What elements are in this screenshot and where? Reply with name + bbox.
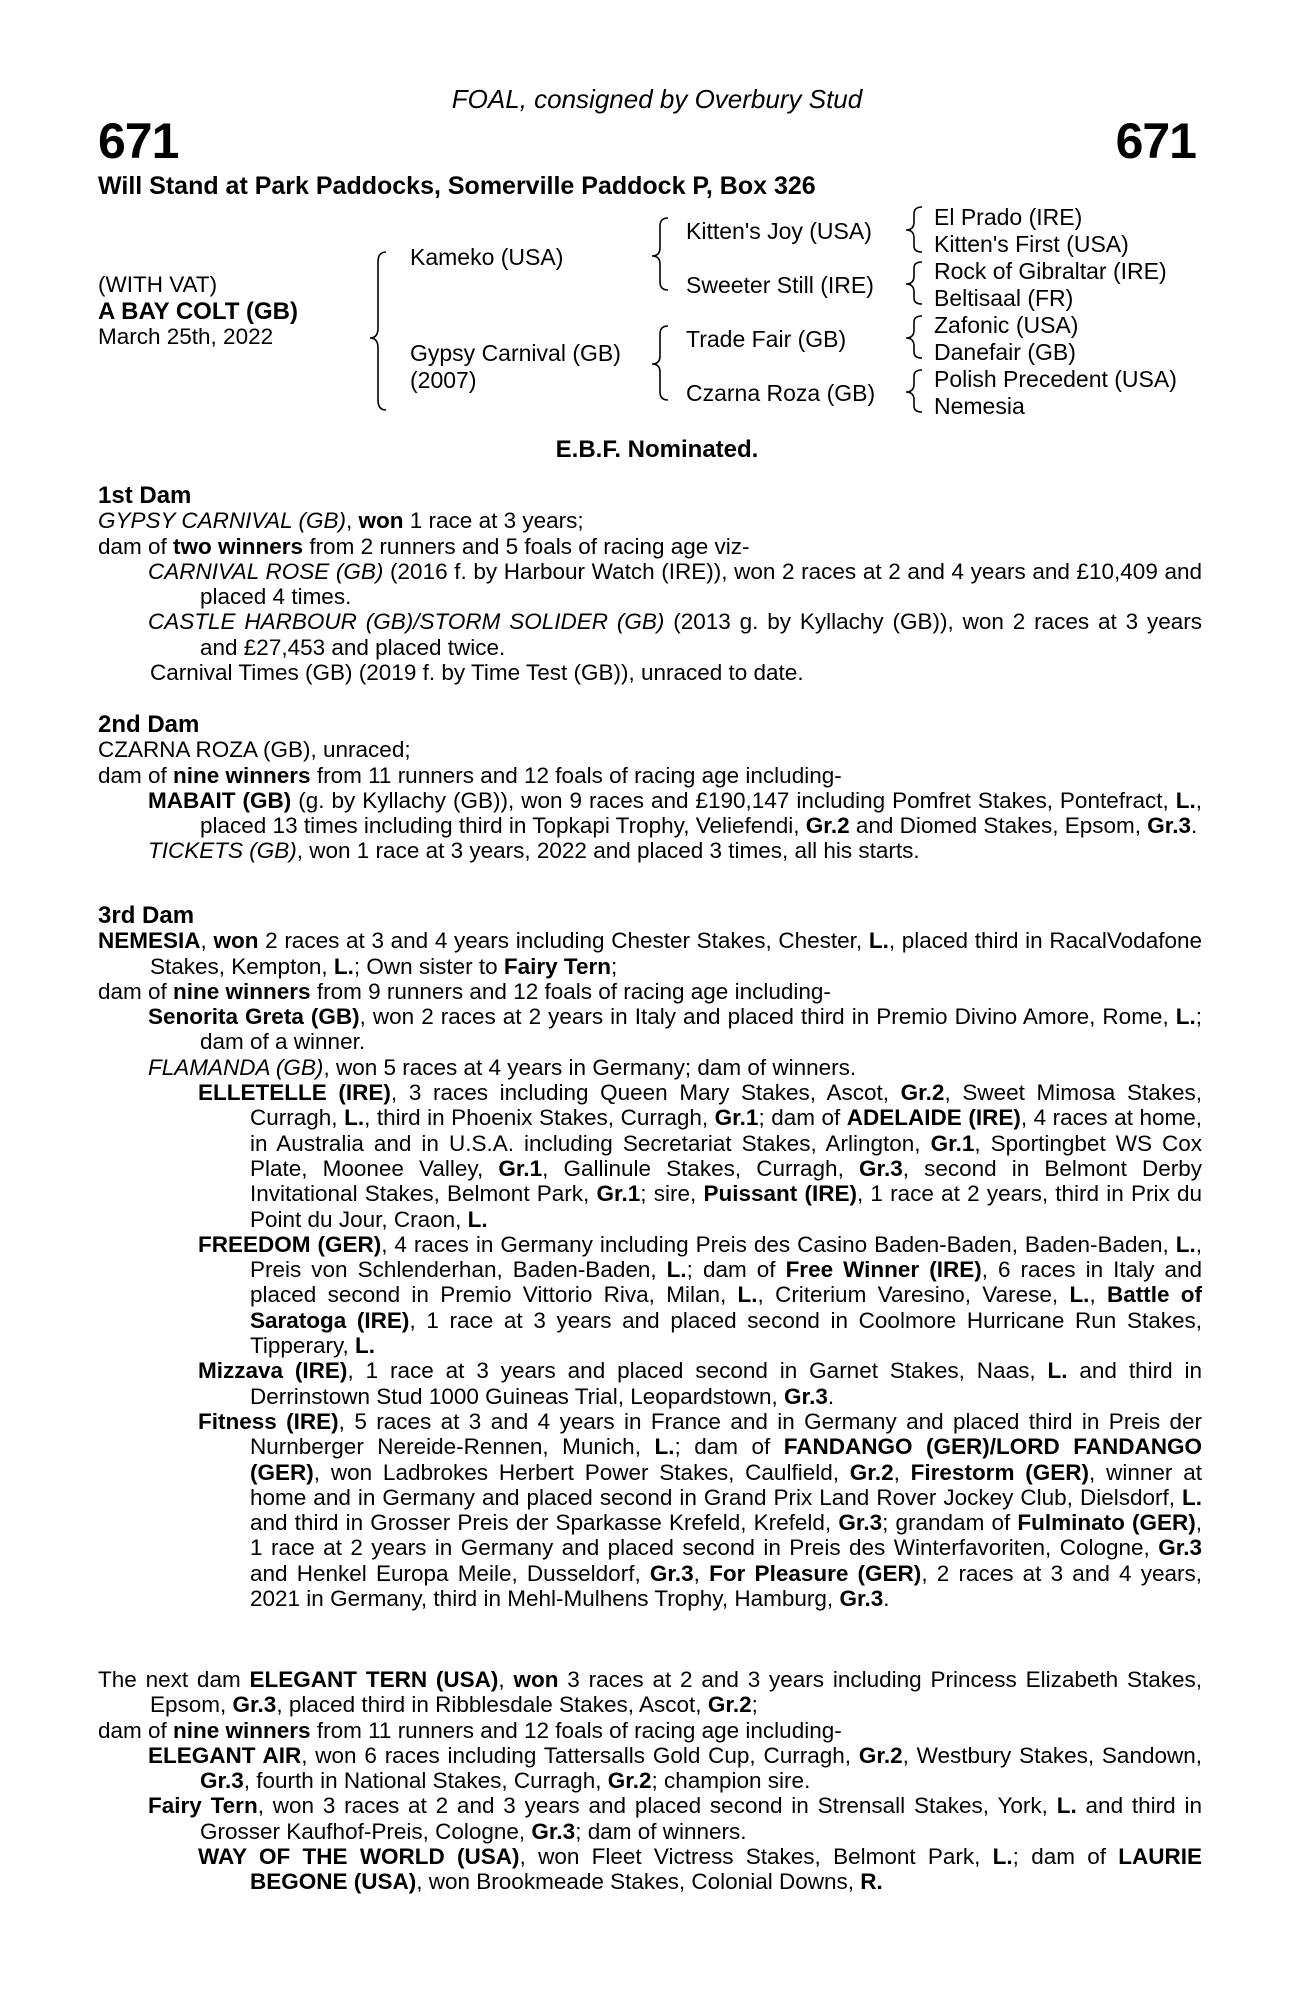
grandproduce-entry: [98, 1409, 1202, 1611]
text: , Criterium Varesino, Varese,: [757, 1282, 1070, 1308]
produce-record: , won 5 races at 4 years in Germany; dam of winners.: [323, 1054, 857, 1080]
text: , 1 race at 3 years and placed second in Coolmore Hurricane Run Stakes, Tipperary,: [250, 1307, 1202, 1359]
produce-name: Fitness (IRE): [198, 1408, 339, 1434]
grade: Gr.3: [232, 1692, 277, 1718]
text: ,: [200, 928, 214, 954]
third-dam-heading: 3rd Dam: [98, 902, 195, 929]
winners-count: nine winners: [173, 762, 311, 788]
dam-record: 1 race at 3 years;: [403, 508, 584, 534]
first-dam-line: [98, 508, 1202, 533]
relative-name: Puissant (IRE): [703, 1181, 857, 1207]
text: 3 races at 2 and 3 years including Princess Elizabeth Stakes, Epsom,: [150, 1667, 1202, 1718]
produce-entry: [98, 1793, 1202, 1844]
text: , Westbury Stakes, Sandown,: [902, 1742, 1203, 1768]
grade: L.: [1175, 1004, 1196, 1030]
text: dam of: [98, 762, 174, 788]
text: ,: [693, 1560, 710, 1586]
text: ;: [751, 1692, 758, 1718]
second-dam-section: [98, 712, 1202, 864]
produce-entry: [98, 1055, 1202, 1080]
text: and third in Grosser Kaufhof-Preis, Cologne,: [200, 1793, 1202, 1844]
produce-name: Senorita Greta (GB): [148, 1004, 360, 1030]
text: , 1 race at 2 years in Germany and placed second in Preis des Winterfavoriten, Cologne,: [250, 1510, 1203, 1561]
text: from 11 runners and 12 foals of racing age including-: [310, 1717, 842, 1743]
produce-entry: [98, 559, 1202, 610]
horse-name: A BAY COLT (GB): [98, 298, 299, 325]
pedigree-ddd: Nemesia: [934, 393, 1025, 419]
produce-name: Fairy Tern: [148, 1793, 258, 1819]
next-dam-section: [98, 1667, 1202, 1895]
won-label: won: [358, 508, 404, 534]
grade: Gr.2: [858, 1742, 903, 1768]
relative-name: For Pleasure (GER): [709, 1560, 922, 1586]
grade: L.: [355, 1333, 376, 1359]
produce-record: (2016 f. by Harbour Watch (IRE)), won 2 races at 2 and 4 years and £10,409 and placed 4 times.: [200, 558, 1203, 610]
produce-name: MABAIT (GB): [148, 787, 292, 813]
text: dam of: [98, 533, 174, 559]
pedigree-ssd: Kitten's First (USA): [934, 231, 1129, 257]
pedigree-dam-dam: Czarna Roza (GB): [686, 380, 876, 406]
text: ; champion sire.: [651, 1768, 811, 1794]
second-dam-produce-summary: [98, 763, 1202, 788]
pedigree-dam-year: (2007): [410, 367, 477, 393]
grade: Gr.3: [1158, 1535, 1202, 1561]
text: , placed 13 times including third in Topkapi Trophy, Veliefendi,: [200, 787, 1202, 839]
separator: ,: [346, 508, 359, 534]
relative-name: ADELAIDE (IRE): [846, 1105, 1021, 1131]
text: ; dam of: [674, 1434, 784, 1460]
text: dam of: [98, 978, 174, 1004]
winners-count: nine winners: [173, 978, 311, 1004]
produce-name: FREEDOM (GER): [198, 1231, 382, 1257]
grade: L.: [1175, 787, 1196, 813]
text: , fourth in National Stakes, Curragh,: [243, 1768, 608, 1794]
second-dam-heading: 2nd Dam: [98, 711, 200, 738]
text: , 4 races in Germany including Preis des Casino Baden-Baden, Baden-Baden,: [381, 1231, 1176, 1257]
produce-entry: [98, 838, 1202, 863]
produce-entry: [98, 1743, 1202, 1794]
text: , 1 race at 2 years, third in Prix du Point du Jour, Craon,: [250, 1181, 1202, 1232]
text: from 9 runners and 12 foals of racing age including-: [310, 978, 831, 1004]
text: .: [827, 1383, 835, 1409]
text: , Preis von Schlenderhan, Baden-Baden,: [250, 1231, 1202, 1283]
text: , placed third in Ribblesdale Stakes, Ascot,: [276, 1692, 708, 1718]
text: , placed third in RacalVodafone Stakes, Kempton,: [150, 928, 1202, 979]
third-dam-produce-summary: [98, 979, 1202, 1004]
text: , third in Phoenix Stakes, Curragh,: [364, 1105, 715, 1131]
grandproduce-entry: [98, 1358, 1202, 1409]
dam-name: NEMESIA: [98, 928, 201, 954]
grade: L.: [1182, 1484, 1202, 1510]
text: , Sweet Mimosa Stakes, Curragh,: [250, 1080, 1202, 1131]
grade: Gr.1: [596, 1181, 641, 1207]
produce-entry: [98, 1004, 1202, 1055]
grade: L.: [992, 1844, 1013, 1870]
grade: Gr.3: [839, 1586, 884, 1612]
text: , won Ladbrokes Herbert Power Stakes, Caulfield,: [313, 1459, 850, 1485]
text: , Gallinule Stakes, Curragh,: [542, 1155, 859, 1181]
grade: L.: [1056, 1793, 1077, 1819]
text: , won 2 races at 2 years in Italy and placed third in Premio Divino Amore, Rome,: [359, 1004, 1176, 1030]
text: ,: [893, 1459, 911, 1485]
text: .: [1191, 813, 1198, 839]
grade: Gr.1: [930, 1130, 975, 1156]
won-label: won: [213, 928, 259, 954]
next-dam-produce-summary: [98, 1718, 1202, 1743]
grade: Gr.1: [714, 1105, 759, 1131]
text: from 2 runners and 5 foals of racing age viz-: [303, 533, 750, 559]
first-dam-produce-summary: [98, 534, 1202, 559]
relative-name: Fulminato (GER): [1017, 1510, 1196, 1536]
produce-record: (2013 g. by Kyllachy (GB)), won 2 races at 3 years and £27,453 and placed twice.: [200, 609, 1202, 660]
text: ;: [611, 953, 618, 979]
relative-name: FANDANGO (GER)/LORD FANDANGO (GER): [250, 1434, 1202, 1485]
grade: L.: [467, 1206, 488, 1232]
grade: L.: [333, 953, 354, 979]
text: , won 3 races at 2 and 3 years and placed second in Strensall Stakes, York,: [257, 1793, 1057, 1819]
pedigree-dam-sire: Trade Fair (GB): [686, 326, 847, 352]
text: ; sire,: [640, 1181, 704, 1207]
pedigree-dsd: Danefair (GB): [934, 339, 1076, 365]
text: , 4 races at home, in Australia and in U.S.A. including Secretariat Stakes, Arlington,: [250, 1105, 1203, 1156]
text: , won Brookmeade Stakes, Colonial Downs,: [416, 1869, 861, 1895]
text: and Diomed Stakes, Epsom,: [849, 813, 1148, 839]
pedigree-dds: Polish Precedent (USA): [934, 366, 1177, 392]
text: ,: [498, 1667, 514, 1692]
dam-name: GYPSY CARNIVAL (GB): [98, 508, 347, 534]
horse-dob: March 25th, 2022: [98, 324, 274, 349]
relative-name: Free Winner (IRE): [785, 1257, 982, 1283]
text: and Henkel Europa Meile, Dusseldorf,: [250, 1560, 650, 1586]
produce-name: CARNIVAL ROSE (GB): [148, 558, 384, 584]
pedigree-dss: Zafonic (USA): [934, 312, 1079, 338]
produce-name: WAY OF THE WORLD (USA): [198, 1844, 520, 1870]
text: 2 races at 3 and 4 years including Chester Stakes, Chester,: [258, 928, 869, 954]
produce-name: ELLETELLE (IRE): [198, 1080, 391, 1106]
text: , won 6 races including Tattersalls Gold Cup, Curragh,: [301, 1742, 859, 1768]
ebf-nominated: E.B.F. Nominated.: [555, 436, 759, 463]
text: , second in Belmont Derby Invitational Stakes, Belmont Park,: [250, 1155, 1203, 1207]
produce-name: FLAMANDA (GB): [148, 1054, 324, 1080]
produce-name: CASTLE HARBOUR (GB)/STORM SOLIDER (GB): [148, 609, 665, 635]
text: , 3 races including Queen Mary Stakes, Ascot,: [390, 1080, 901, 1106]
grandproduce-entry: [98, 1080, 1202, 1232]
grade: Gr.3: [838, 1510, 883, 1536]
relative-name: LAURIE BEGONE (USA): [250, 1844, 1203, 1895]
produce-name: TICKETS (GB): [148, 838, 297, 864]
text: , won Fleet Victress Stakes, Belmont Park,: [519, 1844, 993, 1870]
grade: Gr.2: [707, 1692, 752, 1718]
first-dam-heading: 1st Dam: [98, 482, 192, 509]
text: (g. by Kyllachy (GB)), won 9 races and £190,147 including Pomfret Stakes, Pontefract,: [291, 787, 1176, 813]
vat-note: (WITH VAT): [98, 272, 218, 297]
grandproduce-entry: [98, 1844, 1202, 1895]
next-dam-line: [98, 1667, 1202, 1718]
produce-name: Mizzava (IRE): [198, 1358, 348, 1384]
second-dam-line: CZARNA ROZA (GB), unraced;: [98, 737, 411, 763]
text: dam of: [98, 1717, 174, 1743]
dam-name: ELEGANT TERN (USA): [249, 1667, 499, 1692]
grade: Gr.2: [900, 1080, 945, 1106]
grade: L.: [1175, 1231, 1196, 1257]
won-label: won: [513, 1667, 559, 1692]
text: ; dam of winners.: [575, 1818, 747, 1844]
grade: Gr.2: [805, 813, 850, 839]
pedigree-dam: Gypsy Carnival (GB): [410, 340, 621, 366]
pedigree-sss: El Prado (IRE): [934, 204, 1083, 230]
text: ; dam of a winner.: [200, 1004, 1202, 1055]
grade: Gr.3: [784, 1383, 828, 1409]
text: , Sportingbet WS Cox Plate, Moonee Valley,: [250, 1130, 1203, 1181]
produce-name: ELEGANT AIR: [148, 1742, 302, 1768]
relative-name: Firestorm (GER): [910, 1459, 1090, 1485]
winners-count: nine winners: [173, 1717, 311, 1743]
winners-count: two winners: [173, 533, 304, 559]
grade: L.: [666, 1257, 687, 1283]
text: ; grandam of: [882, 1510, 1018, 1536]
grade: Gr.1: [498, 1155, 543, 1181]
text: , 2 races at 3 and 4 years, 2021 in Germany, third in Mehl-Mulhens Trophy, Hamburg,: [250, 1560, 1203, 1612]
lot-number-right: 671: [1115, 113, 1196, 169]
text: ; dam of: [686, 1257, 786, 1283]
grade: L.: [868, 928, 889, 954]
relative-name: Fairy Tern: [503, 953, 612, 979]
third-dam-line: [98, 928, 1202, 979]
lot-number-left: 671: [98, 113, 179, 169]
grade: Gr.3: [649, 1560, 694, 1586]
produce-entry: Carnival Times (GB) (2019 f. by Time Test (GB)), unraced to date.: [150, 660, 804, 686]
text: ; Own sister to: [353, 953, 504, 979]
text: ,: [1089, 1282, 1107, 1308]
produce-entry: [98, 788, 1202, 839]
pedigree-sire: Kameko (USA): [410, 244, 564, 270]
grade: L.: [737, 1282, 758, 1308]
grade: Gr.2: [849, 1459, 894, 1485]
third-dam-section: [98, 903, 1202, 1611]
pedigree-sds: Rock of Gibraltar (IRE): [934, 258, 1167, 284]
first-dam-section: [98, 483, 1202, 685]
grade: Gr.3: [858, 1155, 903, 1181]
text: and third in Grosser Preis der Sparkasse Krefeld, Krefeld,: [250, 1510, 839, 1536]
text: from 11 runners and 12 foals of racing age including-: [310, 762, 842, 788]
text: , 1 race at 3 years and placed second in Garnet Stakes, Naas,: [347, 1358, 1048, 1384]
relative-name: Battle of Saratoga (IRE): [250, 1282, 1203, 1333]
stand-location: Will Stand at Park Paddocks, Somerville Paddock P, Box 326: [98, 172, 816, 200]
grade: L.: [344, 1105, 365, 1131]
produce-record: , won 1 race at 3 years, 2022 and placed 3 times, all his starts.: [296, 838, 920, 864]
text: ; dam of: [758, 1105, 847, 1131]
text: , winner at home and in Germany and placed second in Grand Prix Land Rover Jockey Club, Dielsdorf,: [250, 1459, 1202, 1510]
pedigree-sdd: Beltisaal (FR): [934, 285, 1074, 311]
grade: Gr.3: [200, 1768, 244, 1794]
text: , 6 races in Italy and placed second in Premio Vittorio Riva, Milan,: [250, 1257, 1202, 1308]
grade: R.: [860, 1869, 883, 1895]
grandproduce-entry: [98, 1232, 1202, 1358]
grade: L.: [1047, 1358, 1068, 1384]
grade: Gr.2: [607, 1768, 652, 1794]
text: ; dam of: [1012, 1844, 1119, 1870]
pedigree-sire-dam: Sweeter Still (IRE): [686, 272, 874, 298]
grade: Gr.3: [1147, 813, 1192, 839]
consignor-line: FOAL, consigned by Overbury Stud: [451, 84, 863, 114]
pedigree-sire-sire: Kitten's Joy (USA): [686, 218, 872, 244]
grade: Gr.3: [531, 1818, 576, 1844]
text: , 5 races at 3 and 4 years in France and in Germany and placed third in Preis der Nurnberger Nereide-Rennen, Munich,: [250, 1408, 1202, 1460]
text: .: [883, 1586, 890, 1612]
grade: L.: [654, 1434, 675, 1460]
text: The next dam: [98, 1667, 250, 1692]
text: and third in Derrinstown Stud 1000 Guineas Trial, Leopardstown,: [250, 1358, 1203, 1409]
grade: L.: [1069, 1282, 1090, 1308]
produce-entry: [98, 609, 1202, 660]
